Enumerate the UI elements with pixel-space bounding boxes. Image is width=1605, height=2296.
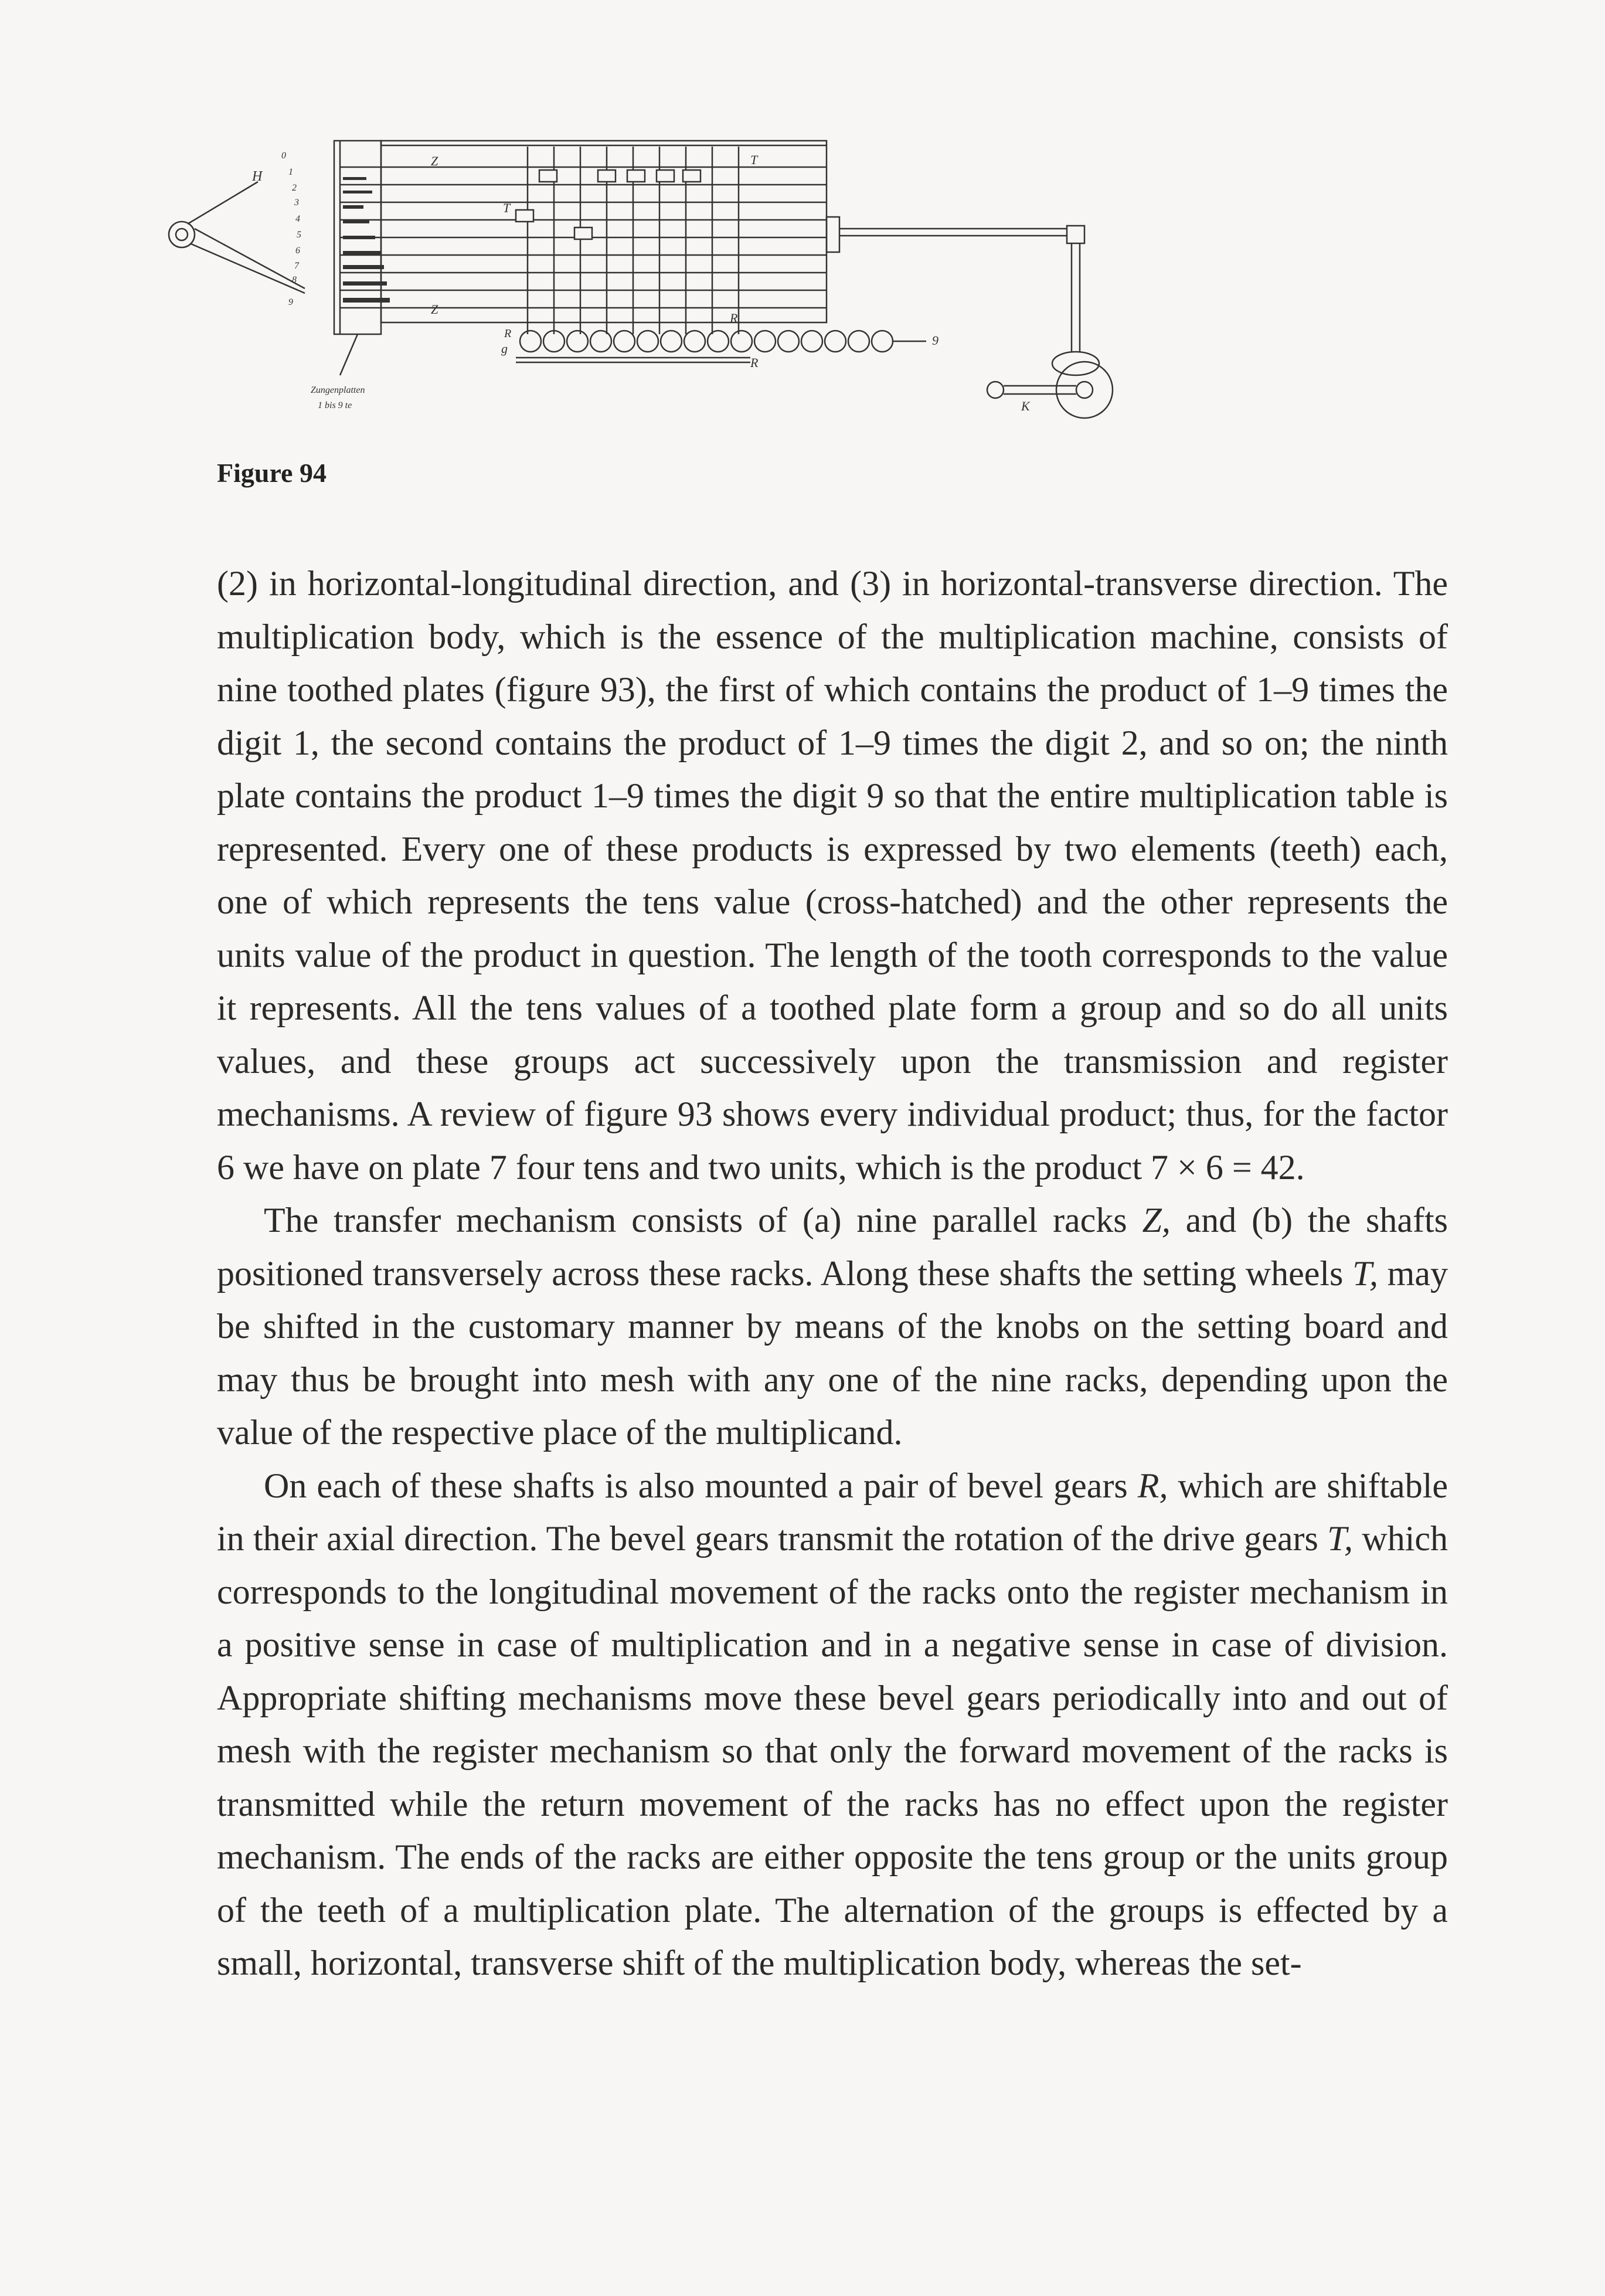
paragraph-1: (2) in horizontal-longitudinal direction, and (3) in horizontal-transverse direction. The multiplication body, which is the essence of the multiplication machine, consists of nine toothed plates (figure 93), the first of which contains the product of 1–9 times the digit 1, the second contains the product of 1–9 times the digit 2, and so on; the ninth plate contains the product 1–9 times the digit 9 so that the entire multiplication table is represented. Every one of these products is expressed by two elements (teeth) each, one of which represents the tens value (cross-hatched) and the other represents the units value of the product in question. The length of the tooth corresponds to the value it represents. All the tens values of a toothed plate form a group and so do all units values, and these groups act successively upon the transmission and register mechanisms. A review of figure 93 shows every individual product; thus, for the factor 6 we have on plate 7 four tens and two units, which is the product 7 × 6 = 42. [217, 564, 1448, 1187]
plate-leader-line [340, 334, 358, 375]
body-text [217, 557, 1448, 1990]
crank-hub [169, 222, 195, 247]
svg-text:6: 6 [295, 246, 300, 256]
var-T-drive: T, [1327, 1519, 1354, 1558]
drive-wheel-hub [1076, 382, 1093, 398]
setting-wheel-T3 [627, 170, 645, 182]
label-T-top: T [750, 152, 758, 167]
coupling-block [827, 217, 839, 252]
svg-text:5: 5 [297, 230, 301, 240]
label-g: g [501, 341, 508, 356]
setting-wheel-T2 [598, 170, 616, 182]
rod-joint [1067, 226, 1084, 243]
setting-wheel-T1 [539, 170, 557, 182]
svg-text:8: 8 [292, 275, 297, 285]
setting-wheel-T4 [657, 170, 674, 182]
label-H: H [252, 169, 263, 184]
svg-text:1: 1 [288, 167, 293, 177]
label-K: K [1021, 399, 1030, 413]
setting-wheel-T5 [683, 170, 701, 182]
multiplication-machine-diagram [164, 111, 1149, 440]
toothed-plates [343, 177, 390, 303]
svg-text:9: 9 [288, 297, 293, 307]
svg-text:0: 0 [281, 151, 286, 161]
plate-label-line1: Zungenplatten [311, 385, 365, 395]
var-R: R, [1137, 1466, 1168, 1505]
figure-94-diagram [164, 111, 1149, 440]
svg-text:3: 3 [294, 198, 299, 208]
plate-label-line2: 1 bis 9 te [318, 400, 352, 410]
crank-arm-mid [195, 229, 305, 288]
crank-arm-lower [191, 244, 305, 293]
label-R-row: R [750, 355, 759, 370]
figure-caption: Figure 94 [217, 458, 327, 488]
label-T-side: T [503, 201, 511, 215]
setting-wheel-T6 [516, 210, 533, 222]
paragraph-2: The transfer mechanism consists of (a) nine parallel racks Z, and (b) the shafts positioned transversely across these racks. Along these shafts the setting wheels T, may be shifted in the customary manner by means of the knobs on the setting board and may thus be brought into mesh with any one of the nine racks, depending upon the value of the respective place of the multiplicand. [217, 1201, 1448, 1452]
svg-text:2: 2 [292, 183, 297, 193]
crank-hub-inner [176, 229, 188, 240]
main-frame [381, 141, 827, 322]
svg-text:4: 4 [295, 214, 300, 224]
setting-wheel-T7 [574, 227, 592, 239]
label-R-top: R [730, 311, 738, 325]
label-Z-bottom: Z [431, 302, 438, 317]
crank-knob [987, 382, 1004, 398]
var-T: T, [1352, 1254, 1378, 1293]
crank-arm-upper [188, 182, 258, 224]
register-wheels [520, 331, 893, 352]
paragraph-3: On each of these shafts is also mounted a pair of bevel gears R, which are shiftable in their axial direction. The bevel gears transmit the rotation of the drive gears T, which corresponds to the longitudinal movement of the racks onto the register mechanism in a positive sense in case of multiplication and in a negative sense in case of division. Appropriate shifting mechanisms move these bevel gears periodically into and out of mesh with the register mechanism so that only the forward movement of the racks is transmitted while the return movement of the racks has no effect upon the register mechanism. The ends of the racks are either opposite the tens group or the units group of the teeth of a multiplication plate. The alternation of the groups is effected by a small, horizontal, transverse shift of the multiplication body, whereas the set- [217, 1466, 1448, 1982]
label-R-left: R [504, 327, 512, 340]
svg-text:7: 7 [294, 261, 299, 271]
drive-wheel-K [1056, 362, 1113, 418]
label-9: 9 [932, 333, 938, 348]
var-Z: Z, [1142, 1201, 1171, 1239]
label-Z-top: Z [431, 154, 438, 168]
